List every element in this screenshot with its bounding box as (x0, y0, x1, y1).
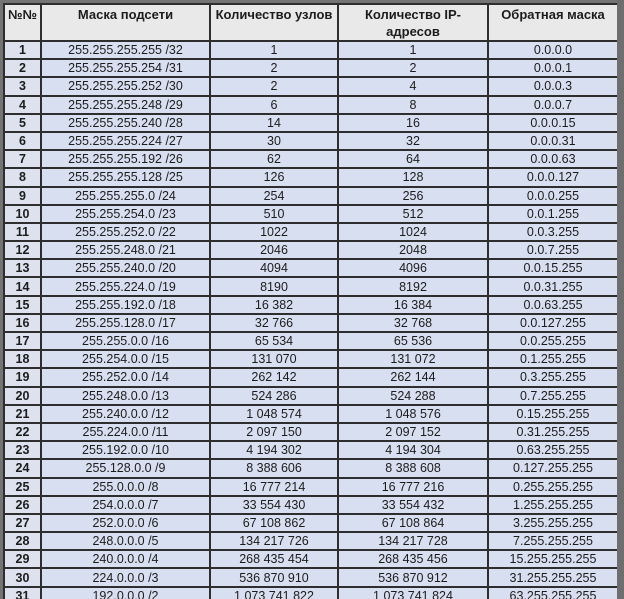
cell-row-number: 7 (4, 150, 41, 168)
cell-row-number: 25 (4, 478, 41, 496)
cell-row-number: 21 (4, 405, 41, 423)
cell-host-count: 14 (210, 114, 338, 132)
cell-host-count: 67 108 862 (210, 514, 338, 532)
cell-subnet-mask: 248.0.0.0 /5 (41, 532, 210, 550)
table-row (4, 568, 618, 586)
cell-wildcard-mask: 3.255.255.255 (488, 514, 618, 532)
table-row (4, 96, 618, 114)
cell-subnet-mask: 255.255.255.254 /31 (41, 59, 210, 77)
cell-ip-count: 512 (338, 205, 488, 223)
cell-host-count: 8190 (210, 277, 338, 295)
column-header-subnet-mask: Маска подсети (41, 4, 210, 41)
table-row (4, 514, 618, 532)
cell-row-number: 8 (4, 168, 41, 186)
cell-row-number: 12 (4, 241, 41, 259)
cell-wildcard-mask: 0.63.255.255 (488, 441, 618, 459)
cell-subnet-mask: 255.224.0.0 /11 (41, 423, 210, 441)
cell-wildcard-mask: 0.0.7.255 (488, 241, 618, 259)
cell-subnet-mask: 192.0.0.0 /2 (41, 587, 210, 599)
cell-subnet-mask: 255.255.240.0 /20 (41, 259, 210, 277)
cell-subnet-mask: 255.255.224.0 /19 (41, 277, 210, 295)
table-row (4, 241, 618, 259)
cell-host-count: 1 073 741 822 (210, 587, 338, 599)
cell-row-number: 10 (4, 205, 41, 223)
cell-subnet-mask: 252.0.0.0 /6 (41, 514, 210, 532)
cell-wildcard-mask: 0.0.0.1 (488, 59, 618, 77)
cell-row-number: 30 (4, 568, 41, 586)
cell-wildcard-mask: 0.0.0.63 (488, 150, 618, 168)
cell-ip-count: 4 (338, 77, 488, 95)
cell-wildcard-mask: 31.255.255.255 (488, 568, 618, 586)
table-row (4, 259, 618, 277)
cell-ip-count: 16 384 (338, 296, 488, 314)
cell-host-count: 510 (210, 205, 338, 223)
cell-subnet-mask: 255.255.255.255 /32 (41, 41, 210, 59)
cell-wildcard-mask: 0.0.31.255 (488, 277, 618, 295)
cell-wildcard-mask: 0.0.0.15 (488, 114, 618, 132)
cell-subnet-mask: 255.255.252.0 /22 (41, 223, 210, 241)
cell-wildcard-mask: 0.0.0.7 (488, 96, 618, 114)
cell-subnet-mask: 255.255.0.0 /16 (41, 332, 210, 350)
cell-host-count: 2 (210, 77, 338, 95)
cell-subnet-mask: 240.0.0.0 /4 (41, 550, 210, 568)
cell-subnet-mask: 254.0.0.0 /7 (41, 496, 210, 514)
cell-wildcard-mask: 0.0.0.127 (488, 168, 618, 186)
cell-row-number: 24 (4, 459, 41, 477)
cell-ip-count: 536 870 912 (338, 568, 488, 586)
cell-wildcard-mask: 0.0.0.255 (488, 187, 618, 205)
cell-host-count: 1022 (210, 223, 338, 241)
table-row (4, 478, 618, 496)
cell-ip-count: 16 (338, 114, 488, 132)
table-row (4, 296, 618, 314)
cell-wildcard-mask: 0.0.3.255 (488, 223, 618, 241)
cell-row-number: 14 (4, 277, 41, 295)
cell-wildcard-mask: 0.0.0.31 (488, 132, 618, 150)
table-row (4, 387, 618, 405)
column-header-wildcard-mask: Обратная маска (488, 4, 618, 41)
cell-row-number: 31 (4, 587, 41, 599)
cell-ip-count: 2 (338, 59, 488, 77)
cell-wildcard-mask: 0.255.255.255 (488, 478, 618, 496)
cell-subnet-mask: 255.255.255.252 /30 (41, 77, 210, 95)
cell-subnet-mask: 255.254.0.0 /15 (41, 350, 210, 368)
cell-wildcard-mask: 0.3.255.255 (488, 368, 618, 386)
table-row (4, 332, 618, 350)
table-row (4, 41, 618, 59)
cell-host-count: 126 (210, 168, 338, 186)
table-row (4, 59, 618, 77)
cell-subnet-mask: 255.252.0.0 /14 (41, 368, 210, 386)
cell-row-number: 22 (4, 423, 41, 441)
subnet-mask-table (3, 3, 619, 599)
cell-ip-count: 131 072 (338, 350, 488, 368)
cell-host-count: 1 (210, 41, 338, 59)
cell-wildcard-mask: 0.0.0.0 (488, 41, 618, 59)
cell-subnet-mask: 255.248.0.0 /13 (41, 387, 210, 405)
table-row (4, 77, 618, 95)
cell-host-count: 4094 (210, 259, 338, 277)
cell-row-number: 13 (4, 259, 41, 277)
cell-ip-count: 256 (338, 187, 488, 205)
cell-subnet-mask: 255.255.255.240 /28 (41, 114, 210, 132)
cell-subnet-mask: 255.255.248.0 /21 (41, 241, 210, 259)
cell-subnet-mask: 255.128.0.0 /9 (41, 459, 210, 477)
cell-host-count: 134 217 726 (210, 532, 338, 550)
cell-ip-count: 33 554 432 (338, 496, 488, 514)
cell-host-count: 33 554 430 (210, 496, 338, 514)
table-row (4, 441, 618, 459)
cell-ip-count: 8192 (338, 277, 488, 295)
cell-row-number: 16 (4, 314, 41, 332)
cell-row-number: 2 (4, 59, 41, 77)
cell-host-count: 2 (210, 59, 338, 77)
cell-ip-count: 1 073 741 824 (338, 587, 488, 599)
cell-ip-count: 16 777 216 (338, 478, 488, 496)
cell-wildcard-mask: 0.127.255.255 (488, 459, 618, 477)
table-row (4, 187, 618, 205)
table-row (4, 496, 618, 514)
cell-wildcard-mask: 0.0.127.255 (488, 314, 618, 332)
cell-row-number: 17 (4, 332, 41, 350)
cell-subnet-mask: 255.255.255.128 /25 (41, 168, 210, 186)
cell-row-number: 18 (4, 350, 41, 368)
cell-wildcard-mask: 0.1.255.255 (488, 350, 618, 368)
cell-subnet-mask: 224.0.0.0 /3 (41, 568, 210, 586)
cell-row-number: 26 (4, 496, 41, 514)
cell-row-number: 28 (4, 532, 41, 550)
cell-row-number: 1 (4, 41, 41, 59)
cell-ip-count: 1024 (338, 223, 488, 241)
cell-subnet-mask: 255.255.255.192 /26 (41, 150, 210, 168)
cell-ip-count: 262 144 (338, 368, 488, 386)
cell-host-count: 536 870 910 (210, 568, 338, 586)
cell-host-count: 2046 (210, 241, 338, 259)
cell-ip-count: 1 (338, 41, 488, 59)
cell-ip-count: 8 388 608 (338, 459, 488, 477)
column-header-ip-count: Количество IP-адресов (338, 4, 488, 41)
table-row (4, 168, 618, 186)
cell-row-number: 19 (4, 368, 41, 386)
cell-ip-count: 524 288 (338, 387, 488, 405)
cell-row-number: 3 (4, 77, 41, 95)
cell-host-count: 16 382 (210, 296, 338, 314)
cell-subnet-mask: 255.255.254.0 /23 (41, 205, 210, 223)
cell-ip-count: 64 (338, 150, 488, 168)
cell-wildcard-mask: 0.15.255.255 (488, 405, 618, 423)
cell-host-count: 8 388 606 (210, 459, 338, 477)
table-row (4, 205, 618, 223)
table-row (4, 368, 618, 386)
cell-subnet-mask: 255.255.255.248 /29 (41, 96, 210, 114)
cell-row-number: 6 (4, 132, 41, 150)
cell-host-count: 6 (210, 96, 338, 114)
cell-host-count: 268 435 454 (210, 550, 338, 568)
cell-subnet-mask: 255.0.0.0 /8 (41, 478, 210, 496)
cell-subnet-mask: 255.255.192.0 /18 (41, 296, 210, 314)
cell-host-count: 4 194 302 (210, 441, 338, 459)
table-row (4, 277, 618, 295)
cell-ip-count: 4 194 304 (338, 441, 488, 459)
cell-host-count: 1 048 574 (210, 405, 338, 423)
cell-ip-count: 32 (338, 132, 488, 150)
table-row (4, 532, 618, 550)
cell-row-number: 27 (4, 514, 41, 532)
cell-ip-count: 2048 (338, 241, 488, 259)
cell-row-number: 9 (4, 187, 41, 205)
table-row (4, 550, 618, 568)
cell-wildcard-mask: 0.31.255.255 (488, 423, 618, 441)
cell-row-number: 15 (4, 296, 41, 314)
cell-host-count: 2 097 150 (210, 423, 338, 441)
cell-wildcard-mask: 63.255.255.255 (488, 587, 618, 599)
right-gray-band (617, 0, 624, 599)
cell-host-count: 254 (210, 187, 338, 205)
cell-row-number: 23 (4, 441, 41, 459)
cell-subnet-mask: 255.255.255.224 /27 (41, 132, 210, 150)
cell-ip-count: 8 (338, 96, 488, 114)
cell-subnet-mask: 255.255.255.0 /24 (41, 187, 210, 205)
table-row (4, 405, 618, 423)
cell-ip-count: 65 536 (338, 332, 488, 350)
cell-host-count: 262 142 (210, 368, 338, 386)
cell-wildcard-mask: 0.0.15.255 (488, 259, 618, 277)
cell-host-count: 32 766 (210, 314, 338, 332)
cell-subnet-mask: 255.192.0.0 /10 (41, 441, 210, 459)
table-row (4, 132, 618, 150)
column-header-host-count: Количество узлов (210, 4, 338, 41)
cell-host-count: 131 070 (210, 350, 338, 368)
cell-wildcard-mask: 0.7.255.255 (488, 387, 618, 405)
cell-wildcard-mask: 7.255.255.255 (488, 532, 618, 550)
cell-row-number: 29 (4, 550, 41, 568)
column-header-row-number: №№ (4, 4, 41, 41)
cell-ip-count: 2 097 152 (338, 423, 488, 441)
cell-host-count: 65 534 (210, 332, 338, 350)
cell-host-count: 524 286 (210, 387, 338, 405)
cell-subnet-mask: 255.240.0.0 /12 (41, 405, 210, 423)
cell-wildcard-mask: 1.255.255.255 (488, 496, 618, 514)
cell-ip-count: 268 435 456 (338, 550, 488, 568)
cell-row-number: 4 (4, 96, 41, 114)
cell-host-count: 30 (210, 132, 338, 150)
cell-row-number: 5 (4, 114, 41, 132)
cell-ip-count: 32 768 (338, 314, 488, 332)
cell-ip-count: 67 108 864 (338, 514, 488, 532)
cell-wildcard-mask: 0.0.255.255 (488, 332, 618, 350)
cell-subnet-mask: 255.255.128.0 /17 (41, 314, 210, 332)
table-row (4, 114, 618, 132)
cell-ip-count: 1 048 576 (338, 405, 488, 423)
table-row (4, 423, 618, 441)
table-row (4, 459, 618, 477)
cell-wildcard-mask: 0.0.0.3 (488, 77, 618, 95)
cell-row-number: 11 (4, 223, 41, 241)
table-body (4, 41, 618, 599)
cell-host-count: 16 777 214 (210, 478, 338, 496)
cell-ip-count: 134 217 728 (338, 532, 488, 550)
cell-host-count: 62 (210, 150, 338, 168)
cell-ip-count: 128 (338, 168, 488, 186)
cell-wildcard-mask: 15.255.255.255 (488, 550, 618, 568)
table-row (4, 150, 618, 168)
cell-wildcard-mask: 0.0.63.255 (488, 296, 618, 314)
table-row (4, 587, 618, 599)
cell-row-number: 20 (4, 387, 41, 405)
cell-ip-count: 4096 (338, 259, 488, 277)
table-row (4, 223, 618, 241)
cell-wildcard-mask: 0.0.1.255 (488, 205, 618, 223)
table-row (4, 350, 618, 368)
table-row (4, 314, 618, 332)
header-row (4, 4, 618, 41)
